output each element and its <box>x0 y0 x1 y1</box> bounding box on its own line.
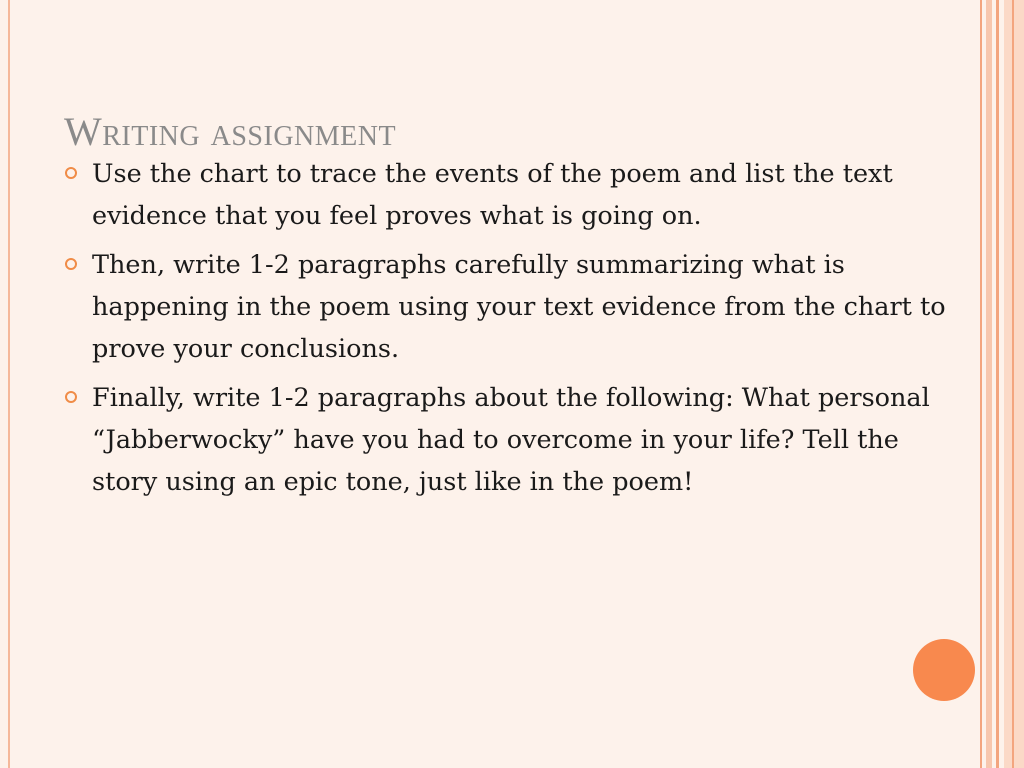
right-border-stripe <box>1004 0 1024 768</box>
bullet-icon <box>65 258 77 270</box>
right-border-stripe <box>980 0 982 768</box>
bullet-text: Finally, write 1-2 paragraphs about the following: What personal “Jabberwocky” have you had to overcome in your life? Tell the story using an epic tone, just like in the poem! <box>92 383 930 497</box>
bullet-text: Use the chart to trace the events of the poem and list the text evidence that you feel proves what is going on. <box>92 159 893 231</box>
bullet-item <box>64 153 964 237</box>
right-border-stripe <box>1012 0 1014 768</box>
slide-title: Writing assignment <box>64 109 397 154</box>
bullet-list <box>64 153 964 510</box>
orange-circle-decoration <box>913 639 975 701</box>
right-border-stripe <box>996 0 999 768</box>
bullet-item <box>64 377 964 503</box>
bullet-text: Then, write 1-2 paragraphs carefully summarizing what is happening in the poem using your text evidence from the chart to prove your conclusions. <box>92 250 946 364</box>
bullet-item <box>64 244 964 370</box>
right-border-stripe <box>986 0 992 768</box>
left-border-line <box>8 0 10 768</box>
bullet-icon <box>65 391 77 403</box>
bullet-icon <box>65 167 77 179</box>
